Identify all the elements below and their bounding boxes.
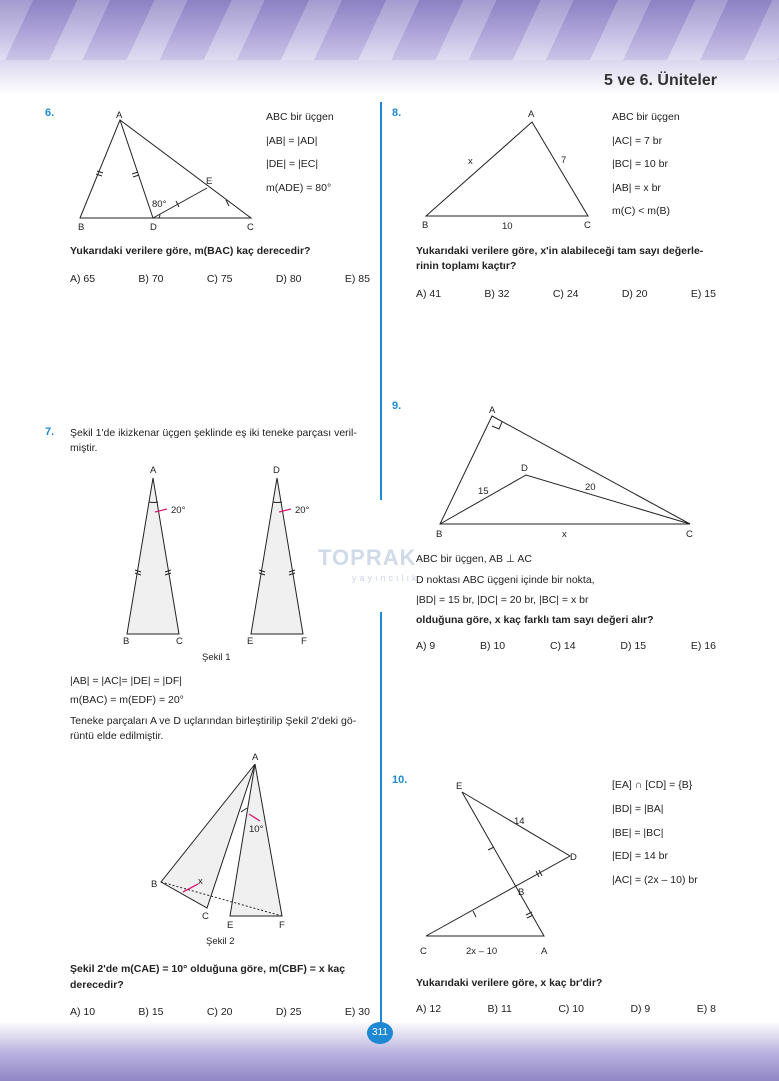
q7-option-c[interactable]: C) 20 xyxy=(206,1006,233,1018)
q7-f2-angle: 10° xyxy=(249,824,264,835)
q9-label-15: 15 xyxy=(478,486,489,497)
q8-givens xyxy=(612,106,680,224)
unit-title: 5 ve 6. Üniteler xyxy=(604,72,717,89)
q9-option-c[interactable]: C) 14 xyxy=(549,640,576,652)
q7-f1-label-E: E xyxy=(247,636,254,647)
q8-question-2: rinin toplamı kaçtır? xyxy=(416,260,517,272)
q9-question: olduğuna göre, x kaç farklı tam sayı değeri alır? xyxy=(416,614,654,626)
q7-f1-angle-2: 20° xyxy=(295,505,310,516)
q7-question-2: derecedir? xyxy=(70,979,124,991)
q8-label-10: 10 xyxy=(502,221,513,232)
q10-options xyxy=(416,1003,716,1015)
q8-option-d[interactable]: D) 20 xyxy=(621,288,648,300)
q7-figure-2 xyxy=(145,750,305,950)
q8-given-3: |BC| = 10 br xyxy=(612,158,668,170)
q6-given-2: |AB| = |AD| xyxy=(266,134,318,147)
q9-given-1: ABC bir üçgen, AB ⊥ AC xyxy=(416,553,532,565)
q8-option-b[interactable]: B) 32 xyxy=(484,288,510,300)
q9-label-A: A xyxy=(489,405,496,416)
q6-label-B: B xyxy=(78,222,85,233)
q7-f1-label-F: F xyxy=(301,636,307,647)
q9-given-3: |BD| = 15 br, |DC| = 20 br, |BC| = x br xyxy=(416,594,589,606)
q10-figure xyxy=(418,778,598,958)
q7-options xyxy=(70,1006,370,1018)
q6-given-1: ABC bir üçgen xyxy=(266,111,334,123)
q7-f2-label-C: C xyxy=(202,911,209,922)
q7-option-d[interactable]: D) 25 xyxy=(275,1006,302,1018)
q6-label-E: E xyxy=(206,176,213,187)
q8-given-1: ABC bir üçgen xyxy=(612,111,680,123)
q6-figure xyxy=(70,108,270,233)
q8-option-e[interactable]: E) 15 xyxy=(690,288,716,300)
q7-f1-label-B: B xyxy=(123,636,130,647)
q10-label-A: A xyxy=(541,946,548,957)
q7-given-1: |AB| = |AC|= |DE| = |DF| xyxy=(70,675,182,687)
q10-label-base: 2x – 10 xyxy=(466,946,498,957)
q6-options xyxy=(70,273,370,285)
q8-option-a[interactable]: A) 41 xyxy=(416,288,442,300)
q6-option-d[interactable]: D) 80 xyxy=(275,273,302,285)
q7-option-e[interactable]: E) 30 xyxy=(344,1006,370,1018)
q10-label-B: B xyxy=(518,887,525,898)
q10-option-b[interactable]: B) 11 xyxy=(487,1003,512,1015)
q8-label-C: C xyxy=(584,220,591,231)
watermark-brand: TOPRAK xyxy=(318,545,417,570)
q10-option-a[interactable]: A) 12 xyxy=(416,1003,442,1015)
q8-options xyxy=(416,288,716,300)
q9-number: 9. xyxy=(392,400,402,412)
q7-option-b[interactable]: B) 15 xyxy=(138,1006,164,1018)
q7-f2-label-A: A xyxy=(252,752,259,763)
q7-option-a[interactable]: A) 10 xyxy=(70,1006,96,1018)
q7-text-2: rüntü elde edilmiştir. xyxy=(70,730,164,742)
q7-f2-label-x: x xyxy=(198,876,203,887)
q7-question-1: Şekil 2'de m(CAE) = 10° olduğuna göre, m(CBF) = x kaç xyxy=(70,963,346,975)
q7-f1-label-C: C xyxy=(176,636,183,647)
q10-option-c[interactable]: C) 10 xyxy=(558,1003,584,1015)
watermark-sub: yayıncılık xyxy=(352,573,420,583)
q7-given-2: m(BAC) = m(EDF) = 20° xyxy=(70,694,184,706)
q10-given-4: |ED| = 14 br xyxy=(612,850,668,863)
q10-question: Yukarıdaki verilere göre, x kaç br'dir? xyxy=(416,977,603,989)
column-divider-bottom xyxy=(380,612,382,1024)
q9-option-e[interactable]: E) 16 xyxy=(690,640,716,652)
q6-given-3: |DE| = |EC| xyxy=(266,158,319,170)
q8-label-7: 7 xyxy=(561,155,567,166)
q6-number: 6. xyxy=(45,107,55,119)
q6-label-D: D xyxy=(150,222,157,233)
q10-label-C: C xyxy=(420,946,427,957)
q7-f1-caption: Şekil 1 xyxy=(202,652,231,663)
q10-given-3: |BE| = |BC| xyxy=(612,826,664,839)
q10-given-2: |BD| = |BA| xyxy=(612,802,664,815)
q9-label-20: 20 xyxy=(585,482,596,493)
column-divider-top xyxy=(380,102,382,500)
q7-text-1: Teneke parçaları A ve D uçlarından birleştirilip Şekil 2'deki gö- xyxy=(70,715,357,727)
q10-given-5: |AC| = (2x – 10) br xyxy=(612,874,698,887)
q10-option-d[interactable]: D) 9 xyxy=(630,1003,651,1015)
q7-f2-label-E: E xyxy=(227,920,234,931)
q10-number: 10. xyxy=(392,774,408,786)
q6-option-a[interactable]: A) 65 xyxy=(70,273,96,285)
q7-intro-2: miştir. xyxy=(70,442,98,454)
q8-number: 8. xyxy=(392,107,402,119)
page-number: 311 xyxy=(367,1022,393,1044)
q7-figure-1 xyxy=(115,462,325,662)
q6-angle: 80° xyxy=(152,199,167,210)
q9-label-C: C xyxy=(686,529,693,540)
q7-f1-label-A: A xyxy=(150,465,157,476)
q7-f2-label-F: F xyxy=(279,920,285,931)
q8-figure xyxy=(418,106,608,236)
q8-label-A: A xyxy=(528,109,535,120)
q6-option-c[interactable]: C) 75 xyxy=(206,273,233,285)
q7-f1-label-D: D xyxy=(273,465,280,476)
q9-label-x: x xyxy=(562,529,567,540)
q7-f2-label-B: B xyxy=(151,879,158,890)
q8-label-B: B xyxy=(422,220,429,231)
q10-label-14: 14 xyxy=(514,816,525,827)
q9-figure xyxy=(432,402,702,542)
q6-question: Yukarıdaki verilere göre, m(BAC) kaç derecedir? xyxy=(70,245,311,257)
q9-options xyxy=(416,640,716,652)
q10-given-1: [EA] ∩ [CD] = {B} xyxy=(612,779,693,791)
q7-intro-1: Şekil 1'de ikizkenar üçgen şeklinde eş iki teneke parçası veril- xyxy=(70,427,357,439)
q8-question-1: Yukarıdaki verilere göre, x'in alabileceği tam sayı değerle- xyxy=(416,245,704,257)
q8-given-5: m(C) < m(B) xyxy=(612,205,671,217)
q9-option-a[interactable]: A) 9 xyxy=(416,640,436,652)
q6-option-b[interactable]: B) 70 xyxy=(138,273,164,285)
q8-option-c[interactable]: C) 24 xyxy=(552,288,579,300)
q6-givens xyxy=(266,106,334,200)
q9-label-D: D xyxy=(521,463,528,474)
q9-option-b[interactable]: B) 10 xyxy=(480,640,506,652)
q10-givens xyxy=(612,774,698,893)
q7-f2-caption: Şekil 2 xyxy=(206,936,235,947)
q6-label-C: C xyxy=(247,222,254,233)
q10-label-E: E xyxy=(456,781,463,792)
q8-given-2: |AC| = 7 br xyxy=(612,134,663,147)
q8-label-x: x xyxy=(468,156,473,167)
q10-label-D: D xyxy=(570,852,577,863)
q6-option-e[interactable]: E) 85 xyxy=(344,273,370,285)
q9-label-B: B xyxy=(436,529,443,540)
q9-option-d[interactable]: D) 15 xyxy=(620,640,647,652)
q9-given-2: D noktası ABC üçgeni içinde bir nokta, xyxy=(416,574,595,586)
q7-f1-angle-1: 20° xyxy=(171,505,186,516)
q6-label-A: A xyxy=(116,110,123,121)
q8-given-4: |AB| = x br xyxy=(612,181,661,194)
q6-given-4: m(ADE) = 80° xyxy=(266,181,332,194)
q10-option-e[interactable]: E) 8 xyxy=(696,1003,716,1015)
q7-number: 7. xyxy=(45,426,55,438)
